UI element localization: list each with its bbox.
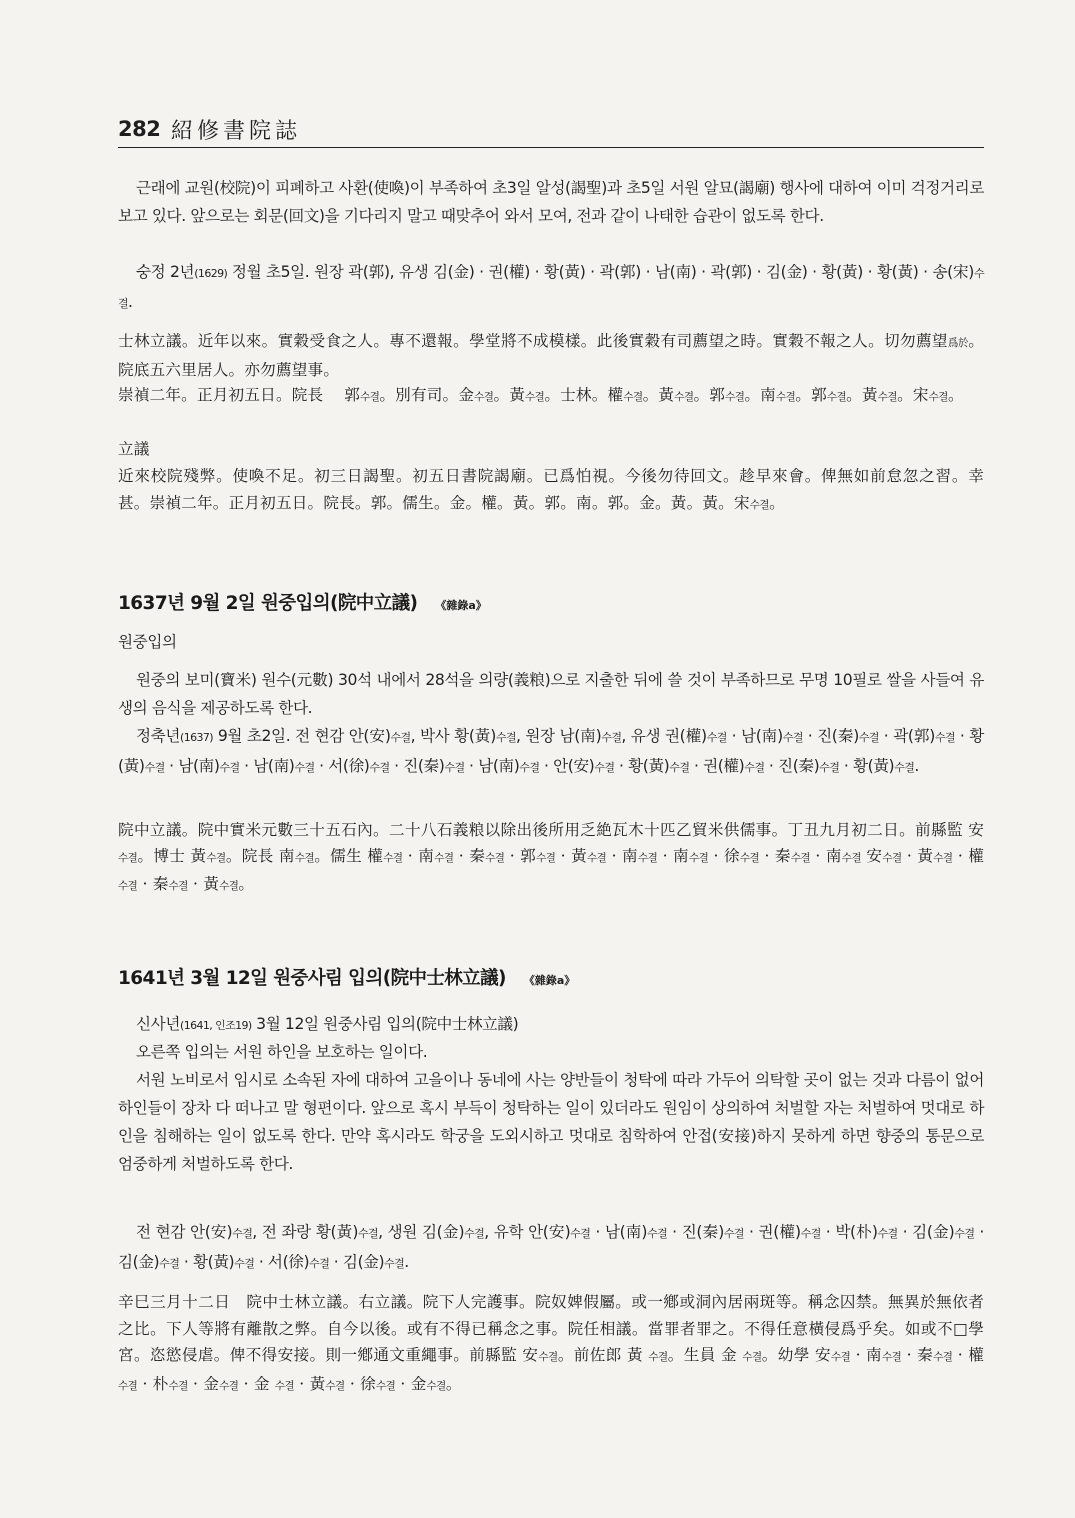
sec3-translation: 서원 노비로서 임시로 소속된 자에 대하여 고을이나 동네에 사는 양반들이 청탁에 따라 가두어 의탁할 곳이 없는 것과 다름이 없어 하인들이 장차 다 떠나고 말 형편이다. 앞으로 혹시 부득이 청탁하는 일이 있더라도 원임이 상의하여 처벌할 자는 처벌하여 멋대로 하인을 침해하는 일이 없도록 한다. 만약 혹시라도 학궁을 도외시하고 멋대로 침학하여 안접(安接)하지 못하게 하면 향중의 통문으로 엄중하게 처벌하도록 한다.	[118, 1071, 984, 1173]
sec1-signers: 숭정 2년(1629) 정월 초5일. 원장 곽(郭), 유생 김(金) · 권(權) · 황(黃) · 곽(郭) · 남(南) · 곽(郭) · 김(金) · 황(黃) · 황(黃) · 송(宋)수결.	[118, 263, 984, 311]
sec1-original-text-2: 近來校院殘弊。使喚不足。初三日謁聖。初五日書院謁廟。已爲怕視。今後勿待回文。趁早來會。俾無如前怠忽之習。幸甚。崇禎二年。正月初五日。院長。郭。儒生。金。權。黃。郭。南。郭。金。黃。黃。宋수결。	[118, 467, 984, 512]
sec3-title: 1641년 3월 12일 원중사림 입의(院中士林立議) 《雜錄a》	[118, 968, 576, 989]
sec3-signers: 전 현감 안(安)수결, 전 좌랑 황(黃)수결, 생원 김(金)수결, 유학 안(安)수결 · 남(南)수결 · 진(秦)수결 · 권(權)수결 · 박(朴)수결 · 김(金)수결 · 김(金)수결 · 황(黃)수결 · 서(徐)수결 · 김(金)수결.	[118, 1223, 984, 1271]
sec2-source: 《雜錄a》	[435, 599, 487, 612]
sec1-original-text: 士林立議。近年以來。實穀受食之人。專不還報。學堂將不成模樣。此後實穀有司薦望之時。實穀不報之人。切勿薦望爲於。院底五六里居人。亦勿薦望事。	[118, 332, 985, 379]
book-title: 紹修書院誌	[171, 119, 302, 144]
sec3-original-text: 辛巳三月十二日 院中士林立議。右立議。院下人完護事。院奴婢假屬。或一鄕或洞內居兩斑等。稱念囚禁。無異於無依者之比。下人等將有離散之弊。自今以後。或有不得已稱念之事。院任相議。當罪者罪之。不得任意橫侵爲乎矣。如或不□學宮。恣慾侵虐。俾不得安接。則一鄕通文重繩事。前縣監 安수결。前佐郎 黃 수결。生員 金 수결。幼學 安수결 · 南수결 · 秦수결 · 權수결 · 朴수결 · 金수결 · 金 수결 · 黃수결 · 徐수결 · 金수결。	[118, 1293, 985, 1393]
sec2-original-text: 院中立議。院中實米元數三十五石內。二十八石義粮以除出後所用乏絶瓦木十匹乙貿米供儒事。丁丑九月初二日。前縣監 安수결。博士 黃수결。院長 南수결。儒生 權수결 · 南수결 · 秦수결 · 郭수결 · 黃수결 · 南수결 · 南수결 · 徐수결 · 秦수결 · 南수결 安수결 · 黃수결 · 權수결 · 秦수결 · 黃수결。	[118, 821, 985, 893]
sec1-original-signers: 崇禎二年。正月初五日。院長 郭수결。別有司。金수결。黃수결。士林。權수결。黃수결。郭수결。南수결。郭수결。黃수결。宋수결。	[118, 386, 964, 404]
sec3-summary: 오른쪽 입의는 서원 하인을 보호하는 일이다.	[136, 1043, 428, 1061]
sec1-translation: 근래에 교원(校院)이 피폐하고 사환(使喚)이 부족하여 초3일 알성(謁聖)과 초5일 서원 알묘(謁廟) 행사에 대하여 이미 걱정거리로 보고 있다. 앞으로는 회문(回文)을 기다리지 말고 때맞추어 와서 모여, 전과 같이 나태한 습관이 없도록 한다.	[118, 179, 984, 225]
sec2-subhead: 원중입의	[118, 633, 177, 651]
sec2-title: 1637년 9월 2일 원중입의(院中立議) 《雜錄a》	[118, 593, 487, 614]
page-number: 282	[118, 117, 161, 141]
running-head	[118, 113, 984, 148]
sec2-signers: 정축년(1637) 9월 초2일. 전 현감 안(安)수결, 박사 황(黃)수결, 원장 남(南)수결, 유생 권(權)수결 · 남(南)수결 · 진(秦)수결 · 곽(郭)수결 · 황(黃)수결 · 남(南)수결 · 남(南)수결 · 서(徐)수결 · 진(秦)수결 · 남(南)수결 · 안(安)수결 · 황(黃)수결 · 권(權)수결 · 진(秦)수결 · 황(黃)수결.	[118, 727, 984, 775]
sec3-dateline: 신사년(1641, 인조19) 3월 12일 원중사림 입의(院中士林立議)	[136, 1015, 519, 1033]
sec2-translation: 원중의 보미(寶米) 원수(元數) 30석 내에서 28석을 의량(義粮)으로 지출한 뒤에 쓸 것이 부족하므로 무명 10필로 쌀을 사들여 유생의 음식을 제공하도록 한다.	[118, 671, 984, 717]
sec1-original-label: 立議	[118, 440, 150, 458]
sec3-source: 《雜錄a》	[523, 974, 576, 987]
